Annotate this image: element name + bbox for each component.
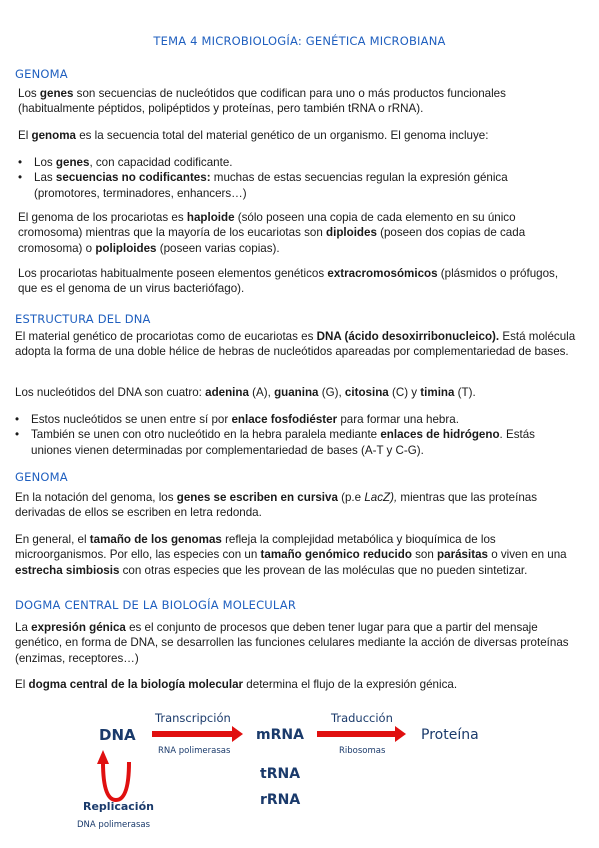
rna-polimerasas-label: RNA polimerasas [158, 746, 231, 756]
rrna-label: rRNA [260, 792, 301, 808]
ribosomas-label: Ribosomas [339, 746, 386, 756]
transcription-arrow [152, 726, 243, 742]
replication-arrowhead [97, 750, 109, 764]
transcripcion-label: Transcripción [155, 711, 231, 725]
dna-polimerasas-label: DNA polimerasas [77, 820, 151, 830]
paragraph-tamano-genomas: En general, el tamaño de los genomas refleja la complejidad metabólica y bioquímica de los microorganismos. Por ello, las especies con un tamaño genómico reducido son parásitas o viven en una estrecha simbiosis con otras especies que les provean de las moléculas que no pueden sintetizar. [15, 533, 567, 577]
paragraph-expresion-genica: La expresión génica es el conjunto de procesos que deben tener lugar para que a partir del mensaje genético, en forma de DNA, se desarrollen las funciones celulares mediante la acción de diversas proteínas (enzimas, receptores…) [15, 621, 569, 665]
replicacion-label: Replicación [83, 800, 154, 813]
section-heading-estructura-dna: ESTRUCTURA DEL DNA [15, 312, 151, 326]
proteina-label: Proteína [421, 727, 479, 743]
paragraph-haploide: El genoma de los procariotas es haploide (sólo poseen una copia de cada elemento en su único cromosoma) mientras que la mayoría de los eucariotas son diploides (poseen dos copias de cada cromosoma) o poliploides (poseen varias copias). [18, 211, 526, 255]
list-item: • Las secuencias no codificantes: muchas de estas secuencias regulan la expresión génica (promotores, terminadores, enhancers…) [18, 170, 563, 201]
section-heading-genoma-2: GENOMA [15, 470, 68, 484]
page-title: TEMA 4 MICROBIOLOGÍA: GENÉTICA MICROBIANA [153, 34, 446, 48]
paragraph-genes-definition: Los genes son secuencias de nucleótidos que codifican para uno o más productos funcionales (habitualmente péptidos, polipéptidos y proteínas, pero también tRNA o rRNA). [18, 87, 506, 116]
dna-label: DNA [99, 726, 136, 744]
list-item: • Los genes, con capacidad codificante. [18, 155, 563, 170]
list-genoma-includes [18, 155, 563, 201]
paragraph-nucleotidos: Los nucleótidos del DNA son cuatro: adenina (A), guanina (G), citosina (C) y timina (T). [15, 386, 476, 399]
section-heading-dogma: DOGMA CENTRAL DE LA BIOLOGÍA MOLECULAR [15, 598, 297, 612]
list-item: • Estos nucleótidos se unen entre sí por enlace fosfodiéster para formar una hebra. [15, 412, 575, 427]
paragraph-extracromosomicos: Los procariotas habitualmente poseen elementos genéticos extracromosómicos (plásmidos o prófugos, que es el genoma de un virus bacteriófago). [18, 267, 559, 296]
replication-loop-arrow [103, 762, 129, 800]
paragraph-dna-material: El material genético de procariotas como de eucariotas es DNA (ácido desoxirribonucleico). Está molécula adopta la forma de una doble hélice de hebras de nucleótidos apareadas por complementariedad de bases. [15, 330, 576, 359]
central-dogma-diagram [0, 700, 599, 840]
trna-label: tRNA [260, 766, 301, 782]
mrna-label: mRNA [256, 727, 304, 743]
traduccion-label: Traducción [331, 711, 393, 725]
translation-arrow [317, 726, 406, 742]
section-heading-genoma: GENOMA [15, 67, 68, 81]
list-enlaces [15, 412, 575, 458]
list-item: • También se unen con otro nucleótido en la hebra paralela mediante enlaces de hidrógeno. Estás uniones vienen determinadas por complementariedad de bases (A-T y C-G). [15, 427, 575, 458]
paragraph-genoma-definition: El genoma es la secuencia total del material genético de un organismo. El genoma incluye: [18, 129, 489, 142]
paragraph-notacion: En la notación del genoma, los genes se escriben en cursiva (p.e LacZ), mientras que las proteínas derivadas de ellos se escriben en letra redonda. [15, 491, 538, 520]
paragraph-dogma-central: El dogma central de la biología molecular determina el flujo de la expresión génica. [15, 678, 458, 691]
